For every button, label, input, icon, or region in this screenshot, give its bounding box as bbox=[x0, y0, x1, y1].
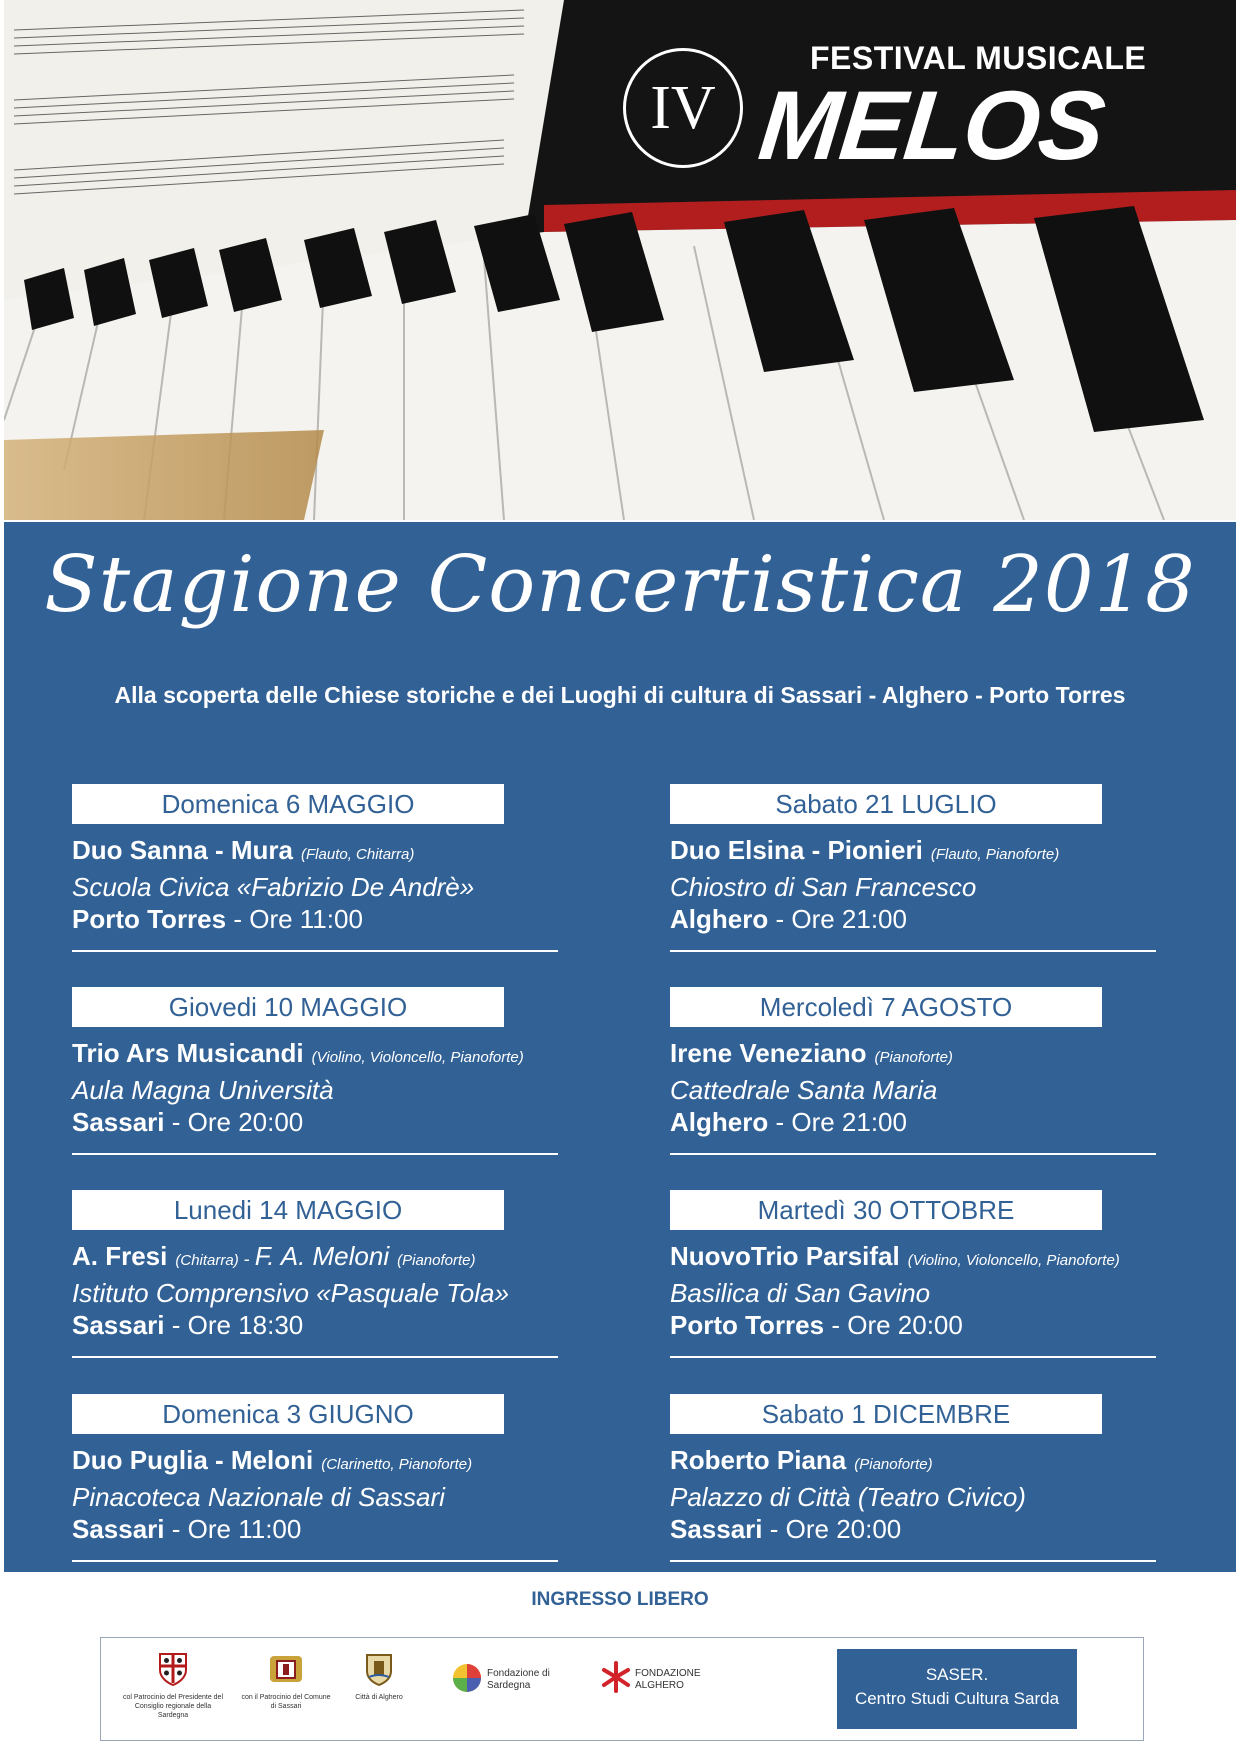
event-venue: Aula Magna Università bbox=[72, 1075, 334, 1105]
event-instruments: (Pianoforte) bbox=[874, 1049, 953, 1066]
sponsors-strip bbox=[100, 1637, 1144, 1741]
event-venue: Istituto Comprensivo «Pasquale Tola» bbox=[72, 1278, 509, 1308]
event-date: Domenica 3 GIUGNO bbox=[72, 1394, 504, 1434]
event-card bbox=[72, 1394, 612, 1545]
event-card bbox=[670, 987, 1210, 1138]
event-instruments: (Clarinetto, Pianoforte) bbox=[321, 1456, 473, 1473]
event-performer: Duo Elsina - Pionieri bbox=[670, 835, 923, 865]
event-performer: Trio Ars Musicandi bbox=[72, 1038, 304, 1068]
event-date: Sabato 21 LUGLIO bbox=[670, 784, 1102, 824]
event-date: Martedì 30 OTTOBRE bbox=[670, 1190, 1102, 1230]
event-instruments: (Violino, Violoncello, Pianoforte) bbox=[907, 1252, 1120, 1269]
sponsor-caption: col Patrocinio del Presidente del Consiglio regionale della Sardegna bbox=[123, 1694, 224, 1719]
season-title: Stagione Concertistica 2018 bbox=[44, 540, 1196, 630]
event-time: - Ore 20:00 bbox=[824, 1310, 963, 1340]
festival-name: MELOS bbox=[754, 70, 1110, 180]
sponsor bbox=[349, 1652, 409, 1702]
event-performer: Duo Sanna - Mura bbox=[72, 835, 294, 865]
divider bbox=[72, 1356, 558, 1358]
event-city: Porto Torres bbox=[72, 904, 227, 934]
event-date: Domenica 6 MAGGIO bbox=[72, 784, 504, 824]
event-city: Sassari bbox=[72, 1107, 165, 1137]
sponsor bbox=[123, 1652, 223, 1720]
event-venue: Cattedrale Santa Maria bbox=[670, 1075, 938, 1105]
alghero-crest-icon bbox=[364, 1652, 394, 1686]
season-subtitle: Alla scoperta delle Chiese storiche e dei Luoghi di cultura di Sassari - Alghero - Porto Torres bbox=[114, 682, 1126, 708]
event-city: Alghero bbox=[670, 1107, 769, 1137]
saser-box bbox=[837, 1649, 1077, 1729]
sponsor bbox=[241, 1652, 331, 1711]
event-date: Sabato 1 DICEMBRE bbox=[670, 1394, 1102, 1434]
divider bbox=[670, 1560, 1156, 1562]
event-card bbox=[670, 1190, 1210, 1341]
sassari-crest-icon bbox=[266, 1652, 306, 1686]
saser-name: SASER. bbox=[925, 1665, 989, 1684]
event-card bbox=[670, 1394, 1210, 1545]
event-date: Mercoledì 7 AGOSTO bbox=[670, 987, 1102, 1027]
event-card: Lunedi 14 MAGGIO A. Fresi (Chitarra) - F. A. Meloni (Pianoforte) Istituto Comprensivo «Pasquale Tola» Sassari - Ore 18:30 bbox=[72, 1190, 612, 1341]
event-instruments: (Violino, Violoncello, Pianoforte) bbox=[311, 1049, 524, 1066]
event-venue: Pinacoteca Nazionale di Sassari bbox=[72, 1482, 445, 1512]
sardinia-crest-icon bbox=[158, 1652, 188, 1686]
event-date: Giovedi 10 MAGGIO bbox=[72, 987, 504, 1027]
divider bbox=[670, 1356, 1156, 1358]
sponsor bbox=[601, 1660, 711, 1694]
sponsor-caption: Città di Alghero bbox=[355, 1694, 403, 1701]
event-time: - Ore 18:30 bbox=[164, 1310, 304, 1340]
event-venue: Scuola Civica «Fabrizio De Andrè» bbox=[72, 872, 475, 902]
event-city: Sassari bbox=[72, 1310, 165, 1340]
event-city: Porto Torres bbox=[670, 1310, 825, 1340]
festival-label: FESTIVAL MUSICALE bbox=[810, 40, 1147, 76]
event-time: - Ore 11:00 bbox=[164, 1514, 302, 1544]
divider bbox=[670, 1153, 1156, 1155]
saser-description: Centro Studi Cultura Sarda bbox=[854, 1689, 1060, 1708]
event-card bbox=[72, 987, 612, 1138]
event-venue: Basilica di San Gavino bbox=[670, 1278, 931, 1308]
fondazione-alghero-logo bbox=[601, 1660, 631, 1694]
event-time: - Ore 21:00 bbox=[768, 1107, 907, 1137]
divider bbox=[670, 950, 1156, 952]
event-card bbox=[72, 784, 612, 935]
event-venue: Chiostro di San Francesco bbox=[670, 872, 977, 902]
edition-badge: IV bbox=[623, 48, 743, 168]
event-date: Lunedi 14 MAGGIO bbox=[72, 1190, 504, 1230]
sponsor-caption: FONDAZIONE ALGHERO bbox=[635, 1668, 701, 1691]
event-city: Sassari bbox=[670, 1514, 763, 1544]
event-time: - Ore 20:00 bbox=[762, 1514, 902, 1544]
event-performer: Roberto Piana bbox=[670, 1445, 847, 1475]
event-time: - Ore 11:00 bbox=[226, 904, 363, 934]
event-performer: A. Fresi bbox=[72, 1241, 168, 1271]
event-card bbox=[670, 784, 1210, 935]
event-instruments: (Flauto, Pianoforte) bbox=[930, 846, 1060, 863]
event-instruments: (Pianoforte) bbox=[854, 1456, 933, 1473]
event-performer-2: F. A. Meloni bbox=[254, 1241, 390, 1271]
sponsor bbox=[451, 1662, 561, 1694]
sponsor-caption: Fondazione di Sardegna bbox=[487, 1668, 550, 1691]
event-instruments: (Chitarra) bbox=[175, 1252, 239, 1269]
event-instruments-2: (Pianoforte) bbox=[397, 1252, 476, 1269]
sponsor-caption: con il Patrocinio del Comune di Sassari bbox=[241, 1694, 331, 1710]
event-venue: Palazzo di Città (Teatro Civico) bbox=[670, 1482, 1026, 1512]
event-city: Sassari bbox=[72, 1514, 165, 1544]
divider bbox=[72, 1153, 558, 1155]
divider bbox=[72, 1560, 558, 1562]
event-time: - Ore 21:00 bbox=[768, 904, 907, 934]
event-instruments: (Flauto, Chitarra) bbox=[301, 846, 415, 863]
event-city: Alghero bbox=[670, 904, 769, 934]
event-time: - Ore 20:00 bbox=[164, 1107, 304, 1137]
divider bbox=[72, 950, 558, 952]
fondazione-sardegna-logo bbox=[451, 1662, 483, 1694]
event-performer: Duo Puglia - Meloni bbox=[72, 1445, 314, 1475]
event-performer: Irene Veneziano bbox=[670, 1038, 867, 1068]
event-performer: NuovoTrio Parsifal bbox=[670, 1241, 900, 1271]
free-entry-notice: INGRESSO LIBERO bbox=[531, 1589, 709, 1610]
